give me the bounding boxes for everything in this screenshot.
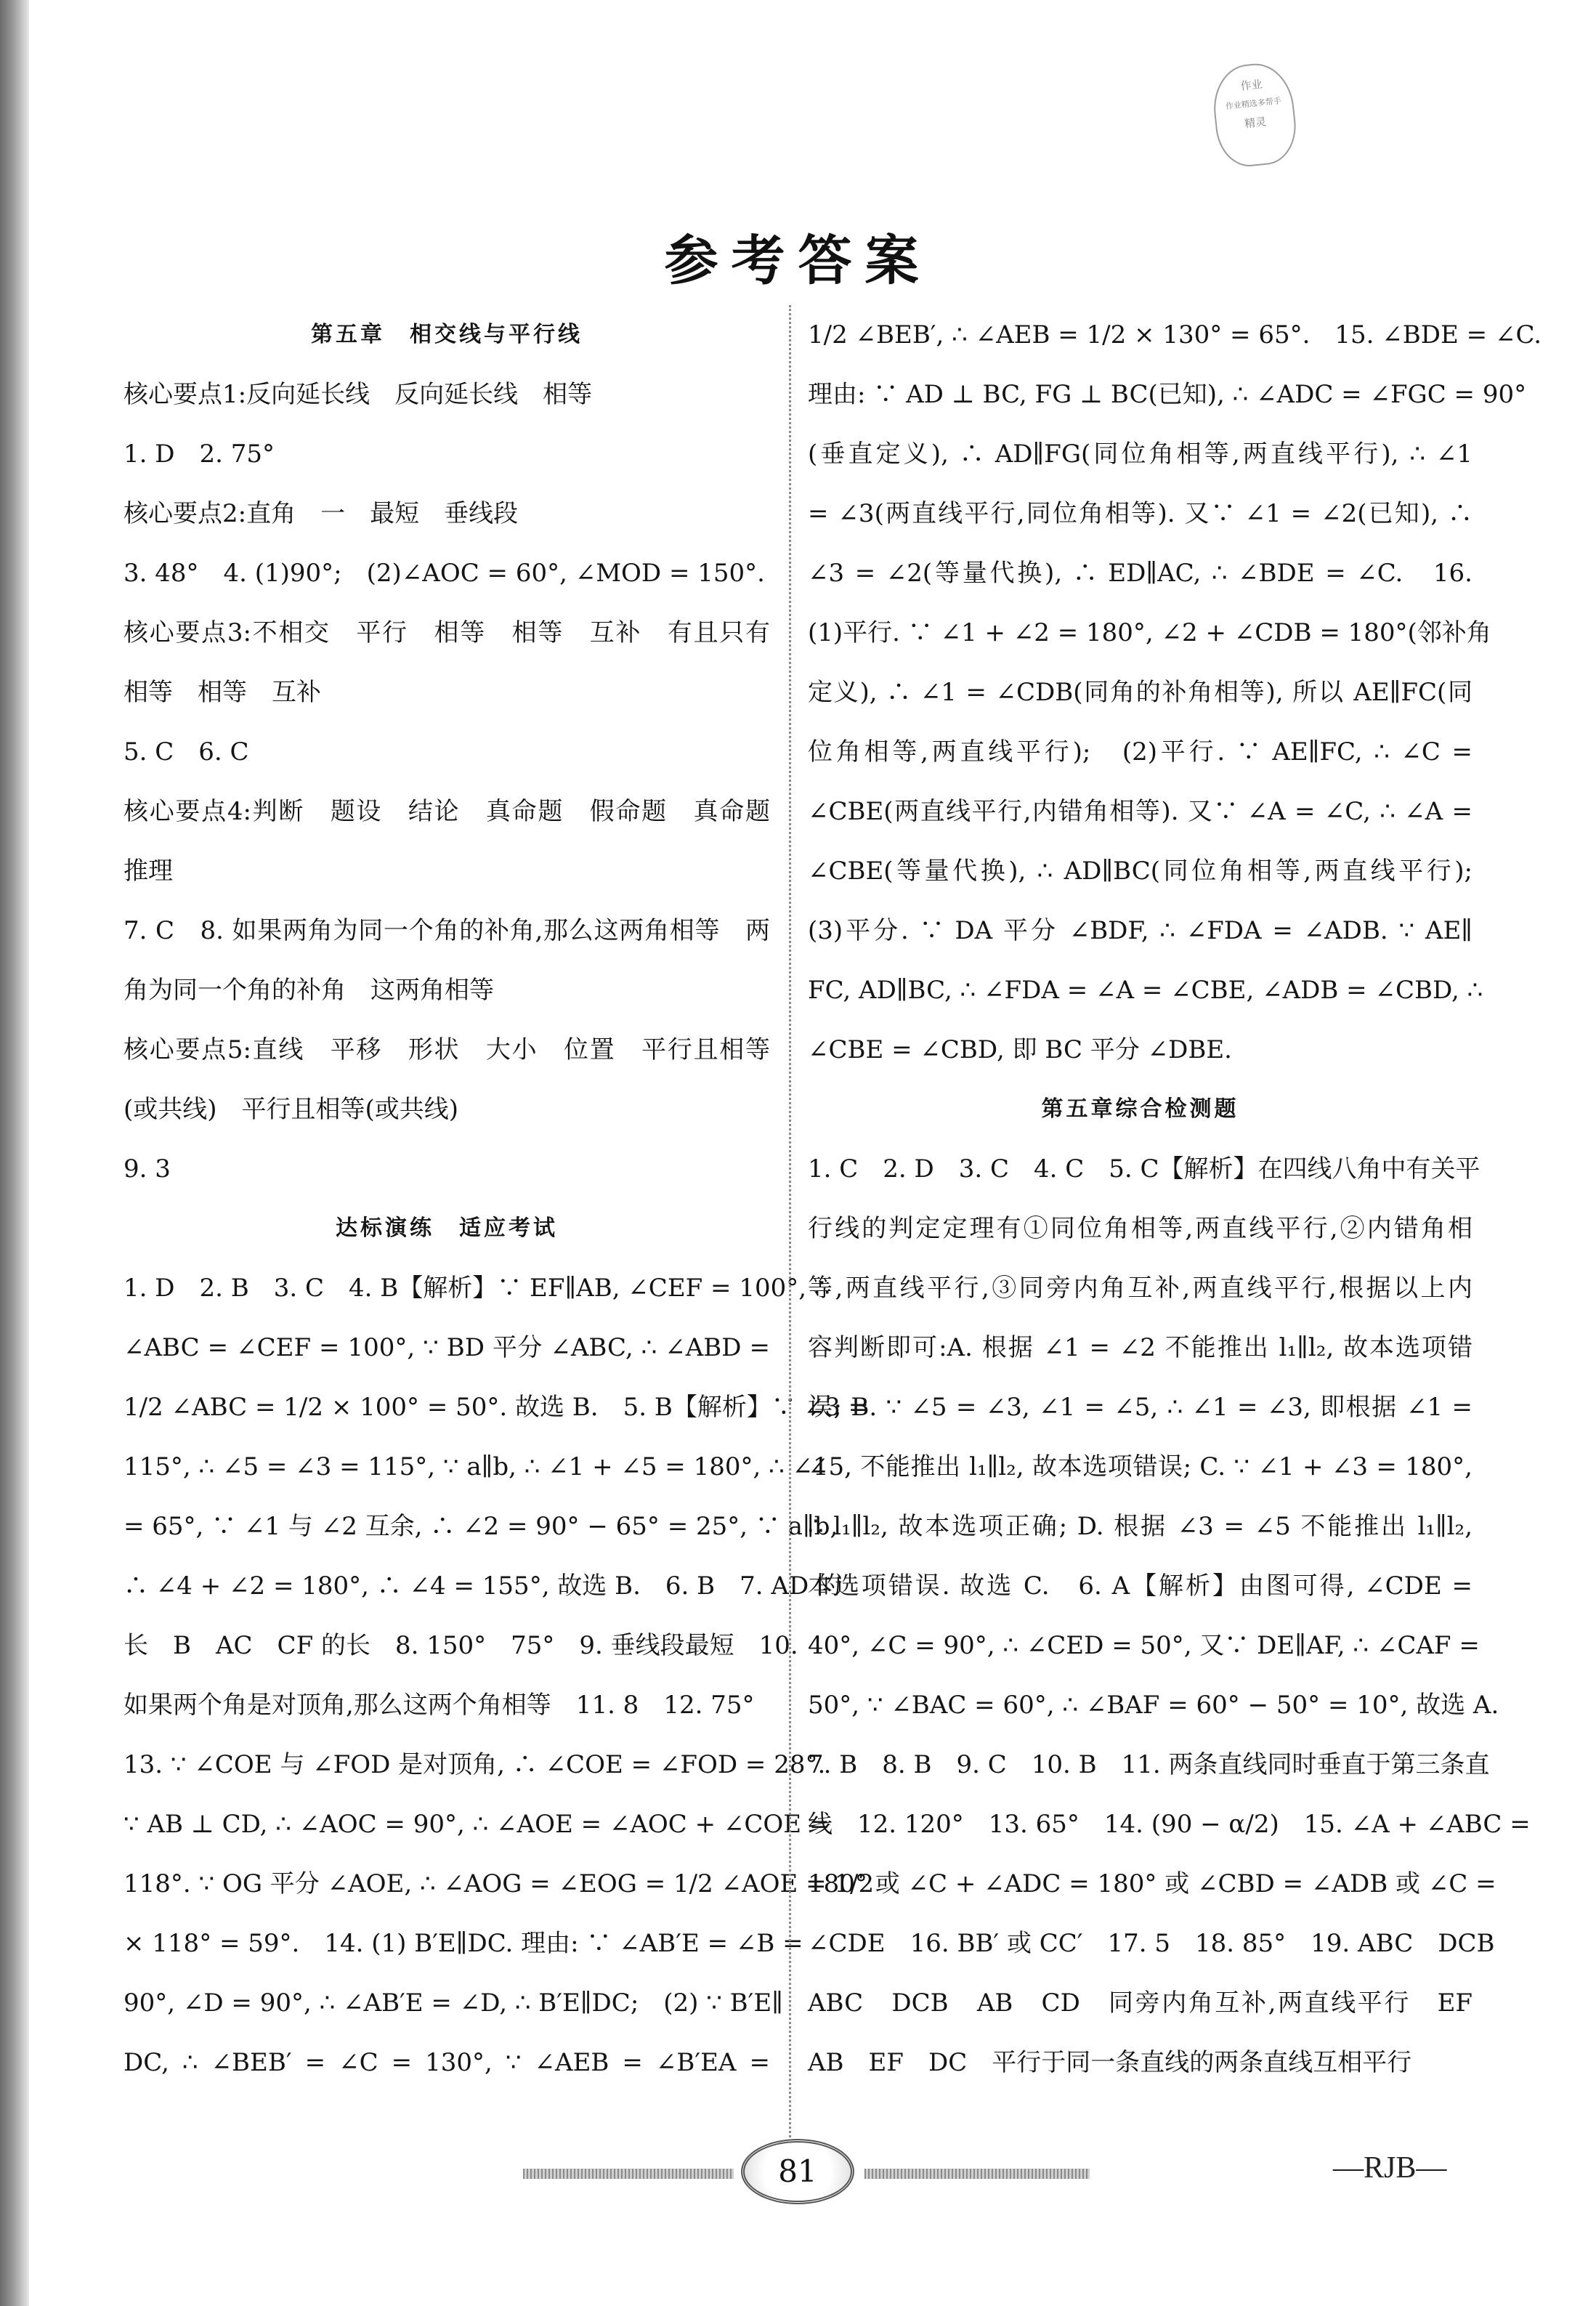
answer-line: 容判断即可:A. 根据 ∠1 = ∠2 不能推出 l₁∥l₂, 故本选项错 (808, 1333, 1473, 1362)
answer-line: 7. B 8. B 9. C 10. B 11. 两条直线同时垂直于第三条直 (808, 1750, 1490, 1779)
answer-line: 核心要点2:直角 一 最短 垂线段 (123, 499, 519, 528)
stamp-middle-text: 作业精选多帮手 (1225, 96, 1282, 112)
answer-line: 行线的判定定理有①同位角相等,两直线平行,②内错角相 (808, 1214, 1473, 1243)
answer-line: ∠5, 不能推出 l₁∥l₂, 故本选项错误; C. ∵ ∠1 + ∠3 = 180°, (808, 1452, 1473, 1481)
answer-line: 9. 3 (123, 1154, 171, 1184)
edition-label: —RJB— (1333, 2151, 1447, 2185)
answer-line: FC, AD∥BC, ∴ ∠FDA = ∠A = ∠CBE, ∠ADB = ∠CBD, ∴ (808, 976, 1483, 1005)
answer-line: 3. 48° 4. (1)90°; (2)∠AOC = 60°, ∠MOD = 150°. (123, 559, 765, 588)
answer-line: 误; B. ∵ ∠5 = ∠3, ∠1 = ∠5, ∴ ∠1 = ∠3, 即根据 ∠1 = (808, 1393, 1473, 1422)
answer-line: ∵ AB ⊥ CD, ∴ ∠AOC = 90°, ∴ ∠AOE = ∠AOC + ∠COE = (123, 1810, 830, 1839)
page-binding-edge (0, 0, 29, 2306)
answer-line: (垂直定义), ∴ AD∥FG(同位角相等,两直线平行), ∴ ∠1 (808, 440, 1473, 469)
answer-line: = 65°, ∵ ∠1 与 ∠2 互余, ∴ ∠2 = 90° − 65° = 25°, ∵ a∥b, (123, 1512, 838, 1541)
footer-ornament-right (864, 2169, 1090, 2179)
answer-line: 线 12. 120° 13. 65° 14. (90 − α/2) 15. ∠A + ∠ABC = (808, 1810, 1531, 1839)
stamp-bottom-text: 精灵 (1244, 115, 1268, 131)
answer-line: ∠CBE = ∠CBD, 即 BC 平分 ∠DBE. (808, 1035, 1232, 1064)
answer-line: (或共线) 平行且相等(或共线) (123, 1095, 459, 1124)
section-heading: 达标演练 适应考试 (336, 1215, 558, 1241)
answer-line: 相等 相等 互补 (123, 678, 321, 707)
footer-ornament-left (523, 2169, 734, 2179)
answer-line: 位角相等,两直线平行); (2)平行. ∵ AE∥FC, ∴ ∠C = (808, 737, 1473, 766)
answer-column-right (808, 305, 1542, 2092)
answer-column-left (123, 305, 875, 2092)
column-divider (789, 305, 791, 2151)
answer-line: 推理 (123, 857, 173, 886)
answer-line: 长 B AC CF 的长 8. 150° 75° 9. 垂线段最短 10. (123, 1631, 798, 1660)
answer-line: 核心要点1:反向延长线 反向延长线 相等 (123, 380, 593, 409)
answer-line: ∴ ∠4 + ∠2 = 180°, ∴ ∠4 = 155°, 故选 B. 6. B 7. AD 的 (123, 1571, 842, 1601)
page-number-medallion (741, 2139, 854, 2204)
answer-line: 1/2 ∠BEB′, ∴ ∠AEB = 1/2 × 130° = 65°. 15. ∠BDE = ∠C. (808, 320, 1542, 349)
answer-line: 40°, ∠C = 90°, ∴ ∠CED = 50°, 又∵ DE∥AF, ∴ ∠CAF = (808, 1631, 1480, 1660)
page-title: 参考答案 (664, 230, 932, 292)
answer-line: ∠CBE(等量代换), ∴ AD∥BC(同位角相等,两直线平行); (808, 857, 1473, 886)
answer-line: ∠CDE 16. BB′ 或 CC′ 17. 5 18. 85° 19. ABC DCB (808, 1929, 1495, 1958)
section-heading: 第五章综合检测题 (1041, 1096, 1239, 1122)
answer-line: 等,两直线平行,③同旁内角互补,两直线平行,根据以上内 (808, 1274, 1473, 1303)
answer-line: 115°, ∴ ∠5 = ∠3 = 115°, ∵ a∥b, ∴ ∠1 + ∠5 = 180°, ∴ ∠1 (123, 1452, 829, 1481)
answer-line: ∠3 = ∠2(等量代换), ∴ ED∥AC, ∴ ∠BDE = ∠C. 16. (808, 559, 1473, 588)
answer-line: 本选项错误. 故选 C. 6. A【解析】由图可得, ∠CDE = (808, 1571, 1473, 1601)
answer-line: 7. C 8. 如果两角为同一个角的补角,那么这两角相等 两 (123, 916, 770, 945)
answer-line: 50°, ∵ ∠BAC = 60°, ∴ ∠BAF = 60° − 50° = 10°, 故选 A. (808, 1691, 1499, 1720)
watermark-stamp (1210, 60, 1300, 170)
answer-line: DC, ∴ ∠BEB′ = ∠C = 130°, ∵ ∠AEB = ∠B′EA = (123, 2048, 770, 2077)
answer-line: (3)平分. ∵ DA 平分 ∠BDF, ∴ ∠FDA = ∠ADB. ∵ AE∥ (808, 916, 1473, 945)
answer-line: 定义), ∴ ∠1 = ∠CDB(同角的补角相等), 所以 AE∥FC(同 (808, 678, 1473, 707)
answer-line: 5. C 6. C (123, 737, 249, 766)
answer-line: ABC DCB AB CD 同旁内角互补,两直线平行 EF (808, 1989, 1473, 2018)
answer-line: 118°. ∵ OG 平分 ∠AOE, ∴ ∠AOG = ∠EOG = 1/2 ∠AOE = 1/2 (123, 1869, 875, 1898)
answer-line: 如果两个角是对顶角,那么这两个角相等 11. 8 12. 75° (123, 1691, 755, 1720)
answer-line: 1. D 2. B 3. C 4. B【解析】∵ EF∥AB, ∠CEF = 100°, ∴ (123, 1274, 830, 1303)
section-heading: 第五章 相交线与平行线 (311, 322, 583, 347)
answer-line: ∠ABC = ∠CEF = 100°, ∵ BD 平分 ∠ABC, ∴ ∠ABD = (123, 1333, 770, 1362)
answer-line: 核心要点3:不相交 平行 相等 相等 互补 有且只有 (123, 618, 770, 647)
stamp-top-text: 作业 (1239, 77, 1263, 93)
answer-line: × 118° = 59°. 14. (1) B′E∥DC. 理由: ∵ ∠AB′E = ∠B = (123, 1929, 803, 1958)
answer-line: (1)平行. ∵ ∠1 + ∠2 = 180°, ∠2 + ∠CDB = 180°(邻补角 (808, 618, 1491, 647)
answer-line: 角为同一个角的补角 这两角相等 (123, 976, 494, 1005)
answer-line: 1. D 2. 75° (123, 440, 275, 469)
answer-line: AB EF DC 平行于同一条直线的两条直线互相平行 (808, 2048, 1412, 2077)
answer-line: 理由: ∵ AD ⊥ BC, FG ⊥ BC(已知), ∴ ∠ADC = ∠FGC = 90° (808, 380, 1527, 409)
answer-line: 180° 或 ∠C + ∠ADC = 180° 或 ∠CBD = ∠ADB 或 ∠C = (808, 1869, 1496, 1898)
answer-line: ∠CBE(两直线平行,内错角相等). 又∵ ∠A = ∠C, ∴ ∠A = (808, 797, 1473, 826)
answer-line: 1. C 2. D 3. C 4. C 5. C【解析】在四线八角中有关平 (808, 1154, 1480, 1184)
answer-line: ∴ l₁∥l₂, 故本选项正确; D. 根据 ∠3 = ∠5 不能推出 l₁∥l₂, (808, 1512, 1473, 1541)
answer-line: = ∠3(两直线平行,同位角相等). 又∵ ∠1 = ∠2(已知), ∴ (808, 499, 1473, 528)
answer-line: 核心要点5:直线 平移 形状 大小 位置 平行且相等 (123, 1035, 770, 1064)
answer-line: 13. ∵ ∠COE 与 ∠FOD 是对顶角, ∴ ∠COE = ∠FOD = 28°. (123, 1750, 826, 1779)
page-number: 81 (778, 2153, 817, 2189)
answer-line: 90°, ∠D = 90°, ∴ ∠AB′E = ∠D, ∴ B′E∥DC; (2) ∵ B′E∥ (123, 1989, 783, 2018)
answer-line: 1/2 ∠ABC = 1/2 × 100° = 50°. 故选 B. 5. B【解析】∵ ∠3 = (123, 1393, 870, 1422)
answer-line: 核心要点4:判断 题设 结论 真命题 假命题 真命题 (123, 797, 770, 826)
